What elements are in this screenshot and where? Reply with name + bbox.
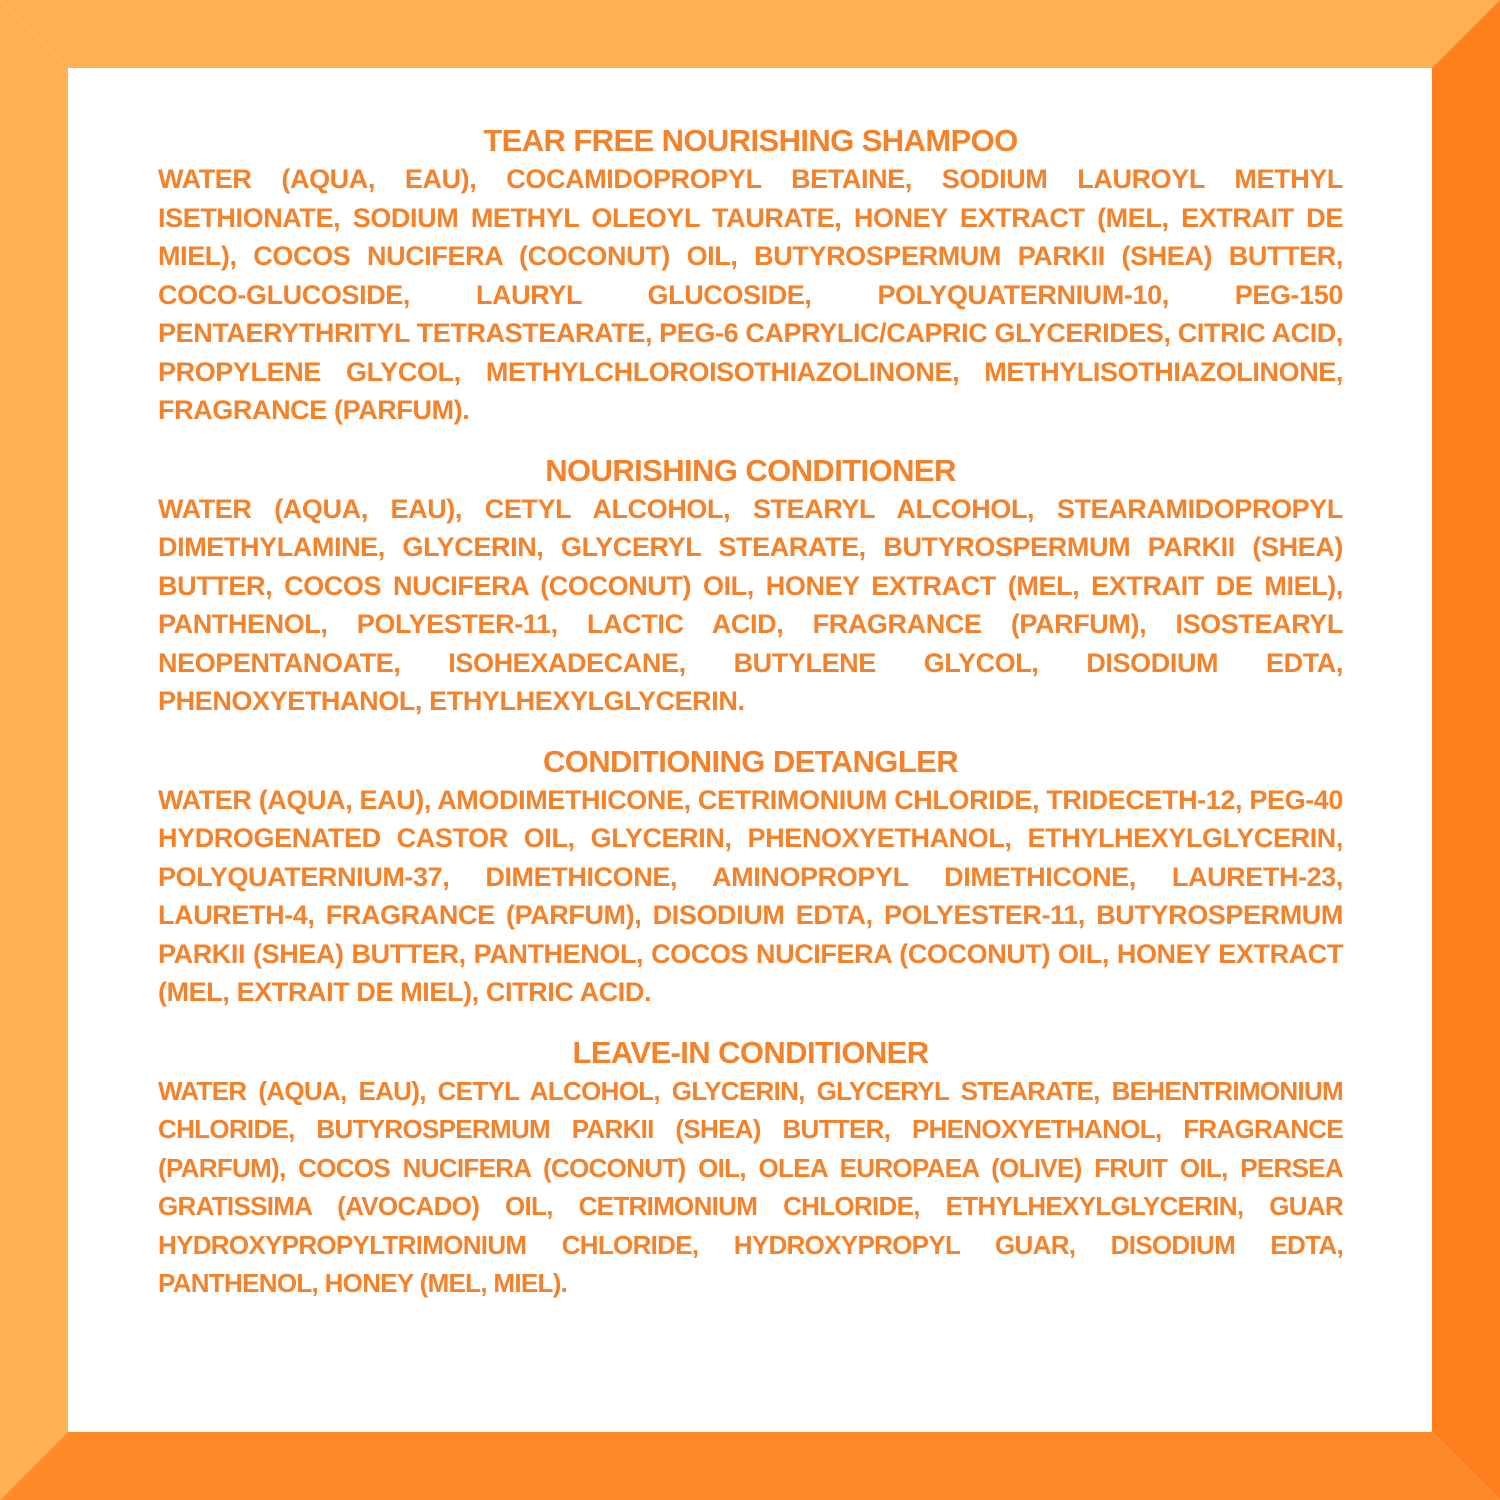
- section-ingredients: WATER (AQUA, EAU), CETYL ALCOHOL, STEARYL ALCOHOL, STEARAMIDOPROPYL DIMETHYLAMINE, GLYCERIN, GLYCERYL STEARATE, BUTYROSPERMUM PARKII (SHEA) BUTTER, COCOS NUCIFERA (COCONUT) OIL, HONEY EXTRACT (MEL, EXTRAIT DE MIEL), PANTHENOL, POLYESTER-11, LACTIC ACID, FRAGRANCE (PARFUM), ISOSTEARYL NEOPENTANOATE, ISOHEXADECANE, BUTYLENE GLYCOL, DISODIUM EDTA, PHENOXYETHANOL, ETHYLHEXYLGLYCERIN.: [158, 493, 1343, 716]
- section-title: NOURISHING CONDITIONER: [545, 452, 956, 488]
- section-ingredients: WATER (AQUA, EAU), CETYL ALCOHOL, GLYCERIN, GLYCERYL STEARATE, BEHENTRIMONIUM CHLORIDE, BUTYROSPERMUM PARKII (SHEA) BUTTER, PHENOXYETHANOL, FRAGRANCE (PARFUM), COCOS NUCIFERA (COCONUT) OIL, OLEA EUROPAEA (OLIVE) FRUIT OIL, PERSEA GRATISSIMA (AVOCADO) OIL, CETRIMONIUM CHLORIDE, ETHYLHEXYLGLYCERIN, GUAR HYDROXYPROPYLTRIMONIUM CHLORIDE, HYDROXYPROPYL GUAR, DISODIUM EDTA, PANTHENOL, HONEY (MEL, MIEL).: [158, 1075, 1343, 1298]
- section-title: TEAR FREE NOURISHING SHAMPOO: [483, 123, 1018, 158]
- border-right-edge: [1432, 0, 1500, 1500]
- border-left-edge: [0, 0, 68, 1500]
- border-bottom-edge: [0, 1432, 1500, 1500]
- section-leave-in-conditioner: [158, 1034, 1343, 1303]
- section-detangler: [158, 743, 1343, 1012]
- border-top-edge: [0, 0, 1500, 68]
- section-conditioner: [158, 452, 1343, 721]
- section-shampoo: [158, 122, 1343, 430]
- section-title: CONDITIONING DETANGLER: [542, 743, 959, 779]
- ingredients-list: [158, 122, 1343, 1325]
- section-title: LEAVE-IN CONDITIONER: [572, 1034, 929, 1070]
- section-ingredients: WATER (AQUA, EAU), COCAMIDOPROPYL BETAINE, SODIUM LAUROYL METHYL ISETHIONATE, SODIUM METHYL OLEOYL TAURATE, HONEY EXTRACT (MEL, EXTRAIT DE MIEL), COCOS NUCIFERA (COCONUT) OIL, BUTYROSPERMUM PARKII (SHEA) BUTTER, COCO-GLUCOSIDE, LAURYL GLUCOSIDE, POLYQUATERNIUM-10, PEG-150 PENTAERYTHRITYL TETRASTEARATE, PEG-6 CAPRYLIC/CAPRIC GLYCERIDES, CITRIC ACID, PROPYLENE GLYCOL, METHYLCHLOROISOTHIAZOLINONE, METHYLISOTHIAZOLINONE, FRAGRANCE (PARFUM).: [158, 164, 1343, 425]
- section-ingredients: WATER (AQUA, EAU), AMODIMETHICONE, CETRIMONIUM CHLORIDE, TRIDECETH-12, PEG-40 HYDROGENATED CASTOR OIL, GLYCERIN, PHENOXYETHANOL, ETHYLHEXYLGLYCERIN, POLYQUATERNIUM-37, DIMETHICONE, AMINOPROPYL DIMETHICONE, LAURETH-23, LAURETH-4, FRAGRANCE (PARFUM), DISODIUM EDTA, POLYESTER-11, BUTYROSPERMUM PARKII (SHEA) BUTTER, PANTHENOL, COCOS NUCIFERA (COCONUT) OIL, HONEY EXTRACT (MEL, EXTRAIT DE MIEL), CITRIC ACID.: [158, 784, 1343, 1007]
